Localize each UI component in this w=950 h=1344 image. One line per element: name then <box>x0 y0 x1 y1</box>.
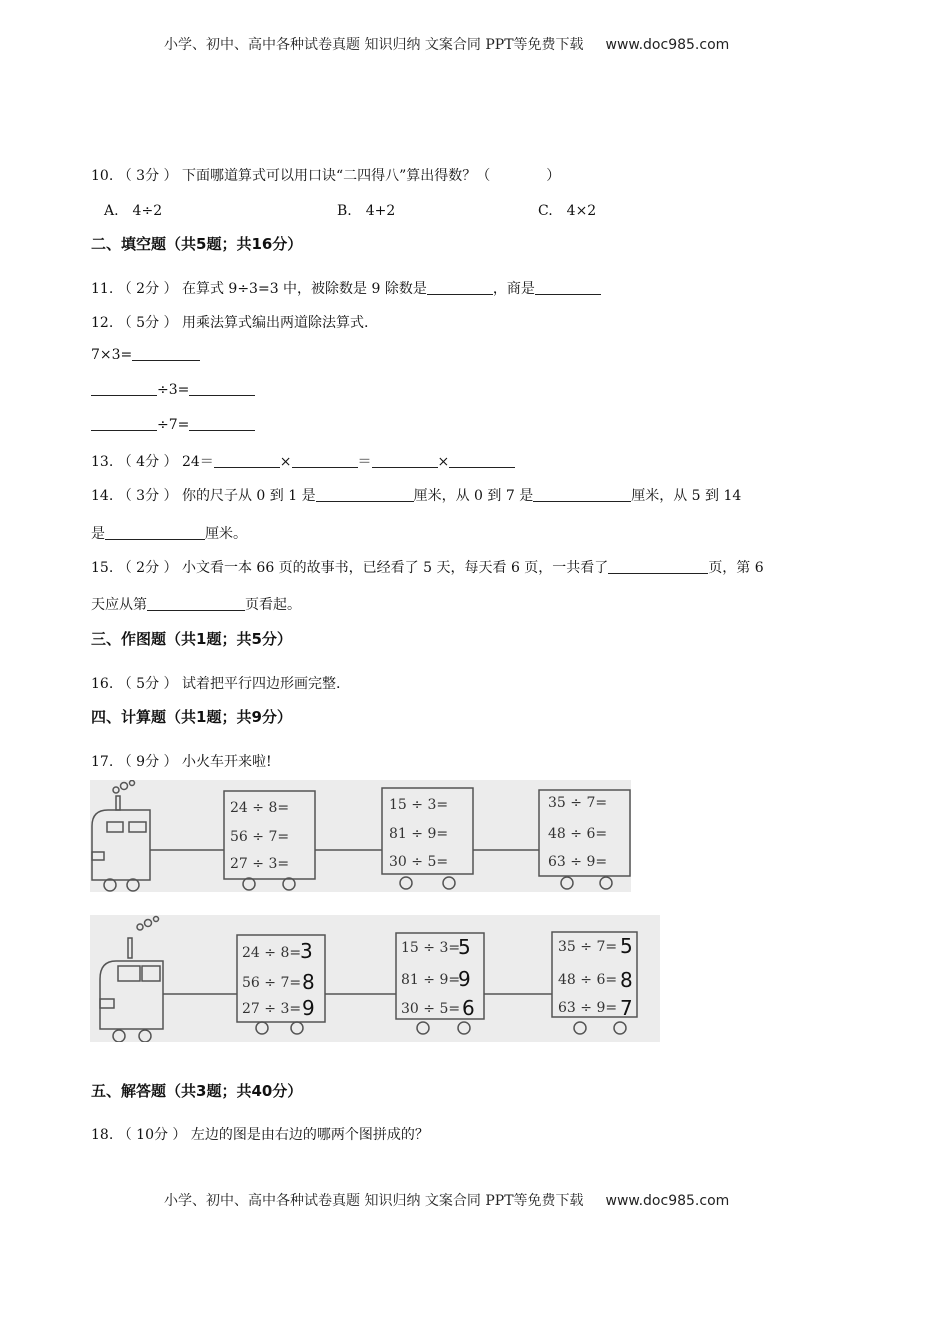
q10-option-b: B. 4+2 <box>337 203 396 219</box>
q14-text-c: 厘米，从 5 到 14 <box>631 488 742 504</box>
train2-ans-2-1: 5 <box>458 935 471 959</box>
train2-eq-1-1: 24 ÷ 8= <box>242 945 302 961</box>
answer-blank[interactable] <box>449 453 515 468</box>
train2-eq-1-2: 56 ÷ 7= <box>242 975 302 991</box>
q13-text-a: 13. （ 4分 ） 24＝ <box>91 454 214 470</box>
q12-line3-text: ÷7= <box>157 417 190 433</box>
answer-blank[interactable] <box>533 487 631 502</box>
q14-text-e: 厘米。 <box>205 526 247 542</box>
train2-eq-3-3: 63 ÷ 9= <box>558 1000 618 1016</box>
answer-blank[interactable] <box>292 453 358 468</box>
answer-blank[interactable] <box>316 487 414 502</box>
q10-option-a: A. 4÷2 <box>104 203 163 219</box>
section-heading-2: 二、填空题（共5题；共16分） <box>91 235 303 253</box>
answer-blank[interactable] <box>608 559 708 574</box>
answer-blank[interactable] <box>189 381 255 396</box>
train1-eq-1-2: 56 ÷ 7= <box>230 829 290 845</box>
train1-eq-3-3: 63 ÷ 9= <box>548 854 608 870</box>
train1-eq-2-2: 81 ÷ 9= <box>389 826 449 842</box>
answer-blank[interactable] <box>189 416 255 431</box>
train2-ans-1-2: 8 <box>302 970 315 994</box>
train2-ans-1-1: 3 <box>300 939 313 963</box>
page-footer <box>164 1190 729 1210</box>
train1-eq-3-2: 48 ÷ 6= <box>548 826 608 842</box>
train2-ans-3-2: 8 <box>620 968 633 992</box>
q13-times-2: × <box>437 454 450 470</box>
header-url[interactable]: www.doc985.com <box>605 37 730 53</box>
train2-ans-2-3: 6 <box>462 996 475 1020</box>
answer-blank[interactable] <box>214 453 280 468</box>
q12-line2-text: ÷3= <box>157 382 190 398</box>
answer-blank[interactable] <box>147 596 245 611</box>
question-15-line-1 <box>91 557 764 577</box>
q12-line-3 <box>91 416 255 433</box>
section-heading-3: 三、作图题（共1题；共5分） <box>91 630 292 648</box>
answer-blank[interactable] <box>427 280 493 295</box>
q11-text-a: 11. （ 2分 ） 在算式 9÷3=3 中，被除数是 9 除数是 <box>91 281 427 297</box>
question-14-line-1 <box>91 485 741 505</box>
train2-eq-2-3: 30 ÷ 5= <box>401 1001 461 1017</box>
train2-ans-3-1: 5 <box>620 934 633 958</box>
q15-text-c: 天应从第 <box>91 597 147 613</box>
question-14-line-2 <box>91 523 247 543</box>
question-11 <box>91 278 601 298</box>
train2-eq-3-1: 35 ÷ 7= <box>558 939 618 955</box>
q14-text-a: 14. （ 3分 ） 你的尺子从 0 到 1 是 <box>91 488 316 504</box>
train2-eq-2-1: 15 ÷ 3= <box>401 940 461 956</box>
question-15-line-2 <box>91 594 301 614</box>
train1-eq-2-1: 15 ÷ 3= <box>389 797 449 813</box>
train1-eq-3-1: 35 ÷ 7= <box>548 795 608 811</box>
footer-url[interactable]: www.doc985.com <box>605 1193 730 1209</box>
question-12-stem: 12. （ 5分 ） 用乘法算式编出两道除法算式. <box>91 315 369 331</box>
question-13 <box>91 451 515 471</box>
answer-blank[interactable] <box>372 453 438 468</box>
q13-equals: ＝ <box>357 454 372 470</box>
q14-text-d: 是 <box>91 526 105 542</box>
q12-line-1 <box>91 346 200 363</box>
train2-ans-1-3: 9 <box>302 996 315 1020</box>
question-17: 17. （ 9分 ） 小火车开来啦! <box>91 754 272 770</box>
answer-blank[interactable] <box>91 416 157 431</box>
section-heading-5: 五、解答题（共3题；共40分） <box>91 1082 303 1100</box>
footer-text: 小学、初中、高中各种试卷真题 知识归纳 文案合同 PPT等免费下载 <box>164 1193 584 1209</box>
train1-eq-1-3: 27 ÷ 3= <box>230 856 290 872</box>
answer-blank[interactable] <box>105 525 205 540</box>
train1-eq-1-1: 24 ÷ 8= <box>230 800 290 816</box>
answer-blank[interactable] <box>535 280 601 295</box>
train2-eq-1-3: 27 ÷ 3= <box>242 1001 302 1017</box>
q14-text-b: 厘米，从 0 到 7 是 <box>413 488 534 504</box>
train-figure-answers <box>90 915 660 1042</box>
train2-ans-2-2: 9 <box>458 967 471 991</box>
q12-line1-text: 7×3= <box>91 347 133 363</box>
q15-text-a: 15. （ 2分 ） 小文看一本 66 页的故事书，已经看了 5 天，每天看 6 页，一共看了 <box>91 560 609 576</box>
question-10-stem: 10. （ 3分 ） 下面哪道算式可以用口诀“二四得八”算出得数？（ ） <box>91 168 561 184</box>
train-1-svg <box>90 780 631 892</box>
train2-eq-2-2: 81 ÷ 9= <box>401 972 461 988</box>
train2-ans-3-3: 7 <box>620 996 633 1020</box>
page-header <box>164 34 729 54</box>
train-figure-blank <box>90 780 631 892</box>
question-16: 16. （ 5分 ） 试着把平行四边形画完整. <box>91 676 341 692</box>
answer-blank[interactable] <box>91 381 157 396</box>
train1-eq-2-3: 30 ÷ 5= <box>389 854 449 870</box>
q15-text-b: 页，第 6 <box>708 560 764 576</box>
q10-option-c: C. 4×2 <box>538 203 597 219</box>
q11-text-b: ，商是 <box>492 281 535 297</box>
section-heading-4: 四、计算题（共1题；共9分） <box>91 708 292 726</box>
train-2-svg <box>90 915 660 1042</box>
train2-eq-3-2: 48 ÷ 6= <box>558 972 618 988</box>
header-text: 小学、初中、高中各种试卷真题 知识归纳 文案合同 PPT等免费下载 <box>164 37 584 53</box>
question-18: 18. （ 10分 ） 左边的图是由右边的哪两个图拼成的？ <box>91 1127 429 1143</box>
q12-line-2 <box>91 381 255 398</box>
answer-blank[interactable] <box>132 346 200 361</box>
q13-times-1: × <box>279 454 292 470</box>
q15-text-d: 页看起。 <box>245 597 301 613</box>
